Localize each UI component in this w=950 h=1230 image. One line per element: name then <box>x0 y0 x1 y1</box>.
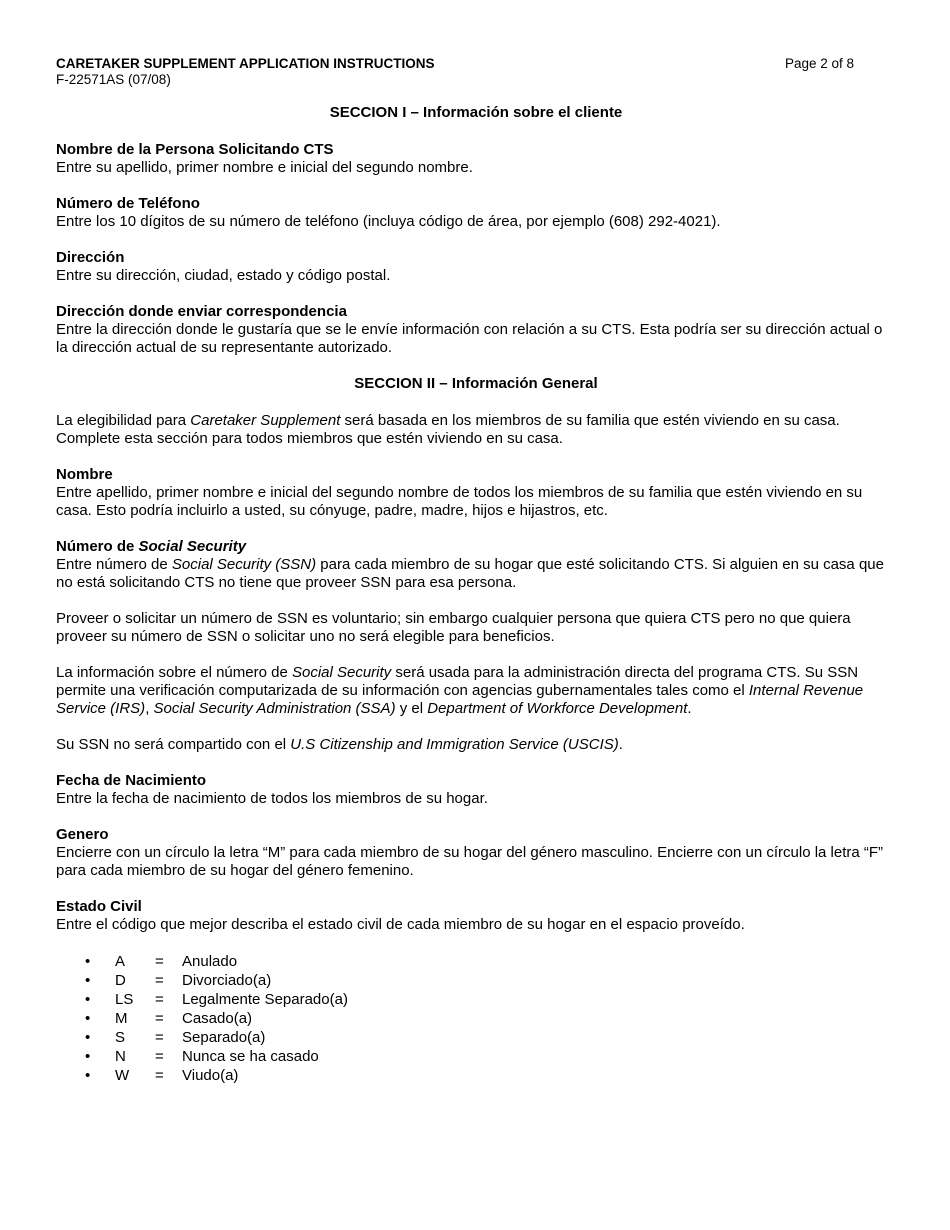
item-heading: Dirección <box>56 249 125 266</box>
item-nombre <box>56 466 896 520</box>
page-header <box>56 56 854 72</box>
item-heading: Número de Teléfono <box>56 195 200 212</box>
list-item: • LS = Legalmente Separado(a) <box>85 991 348 1008</box>
item-genero <box>56 826 896 880</box>
item-text: Entre su apellido, primer nombre e inicial del segundo nombre. <box>56 159 473 176</box>
page-number: Page 2 of 8 <box>784 56 854 71</box>
item-text: Entre la dirección donde le gustaría que se le envíe información con relación a su CTS. Esta podría ser su dirección actual o la dirección actual de su representante autorizado. <box>56 321 883 356</box>
item-heading: Estado Civil <box>56 898 142 915</box>
section2-intro: La elegibilidad para Caretaker Supplement será basada en los miembros de su familia que estén viviendo en su casa. Complete esta sección para todos miembros que estén viviendo en su casa. <box>56 412 840 447</box>
item-heading: Número de Social Security <box>56 538 247 555</box>
form-code: F-22571AS (07/08) <box>56 72 171 87</box>
item-text: Entre apellido, primer nombre e inicial del segundo nombre de todos los miembros de su familia que estén viviendo en su casa. Esto podría incluirlo a usted, su cónyuge, padre, madre, hijos e hijastros, etc. <box>56 484 863 519</box>
item-telefono <box>56 195 896 231</box>
ssn-paragraph-4: Su SSN no será compartido con el U.S Citizenship and Immigration Service (USCIS). <box>56 736 623 753</box>
item-nombre-persona <box>56 141 896 177</box>
item-text: Entre el código que mejor describa el estado civil de cada miembro de su hogar en el espacio proveído. <box>56 916 745 933</box>
document-page <box>56 56 896 1085</box>
item-heading: Genero <box>56 826 109 843</box>
item-heading: Nombre <box>56 466 113 483</box>
item-heading: Fecha de Nacimiento <box>56 772 207 789</box>
list-item: • D = Divorciado(a) <box>85 972 272 989</box>
item-ssn <box>56 538 896 592</box>
list-item: • S = Separado(a) <box>85 1029 266 1046</box>
marital-status-code-list <box>56 952 896 1085</box>
ssn-paragraph-3: La información sobre el número de Social Security será usada para la administración directa del programa CTS. Su SSN permite una verificación computarizada de su información con agencias gubernamentales tales como el Internal Revenue Service (IRS), Social Security Administration (SSA) y el Department of Workforce Development. <box>56 664 864 717</box>
list-item: • W = Viudo(a) <box>85 1067 239 1084</box>
ssn-paragraph-2: Proveer o solicitar un número de SSN es voluntario; sin embargo cualquier persona que quiera CTS pero no que quiera proveer su número de SSN o solicitar uno no será elegible para beneficios. <box>56 610 851 645</box>
item-text: Entre la fecha de nacimiento de todos los miembros de su hogar. <box>56 790 488 807</box>
item-heading: Nombre de la Persona Solicitando CTS <box>56 141 334 158</box>
item-estado-civil <box>56 898 896 934</box>
list-item: • A = Anulado <box>85 953 238 970</box>
section2-title: SECCION II – Información General <box>354 375 598 392</box>
document-title: CARETAKER SUPPLEMENT APPLICATION INSTRUCTIONS <box>56 56 435 71</box>
item-direccion <box>56 249 896 285</box>
item-fecha-nacimiento <box>56 772 896 808</box>
list-item: • N = Nunca se ha casado <box>85 1048 319 1065</box>
ssn-paragraph-1: Entre número de Social Security (SSN) para cada miembro de su hogar que esté solicitando CTS. Si alguien en su casa que no está solicitando CTS no tiene que proveer SSN para esa persona. <box>56 556 884 591</box>
item-text: Encierre con un círculo la letra “M” para cada miembro de su hogar del género masculino. Encierre con un círculo la letra “F” para cada miembro de su hogar del género femenino. <box>56 844 884 879</box>
list-item: • M = Casado(a) <box>85 1010 253 1027</box>
section1-title: SECCION I – Información sobre el cliente <box>329 104 623 121</box>
item-heading: Dirección donde enviar correspondencia <box>56 303 347 320</box>
item-direccion-correspondencia <box>56 303 896 357</box>
item-text: Entre los 10 dígitos de su número de teléfono (incluya código de área, por ejemplo (608) 292-4021). <box>56 213 721 230</box>
item-text: Entre su dirección, ciudad, estado y código postal. <box>56 267 391 284</box>
